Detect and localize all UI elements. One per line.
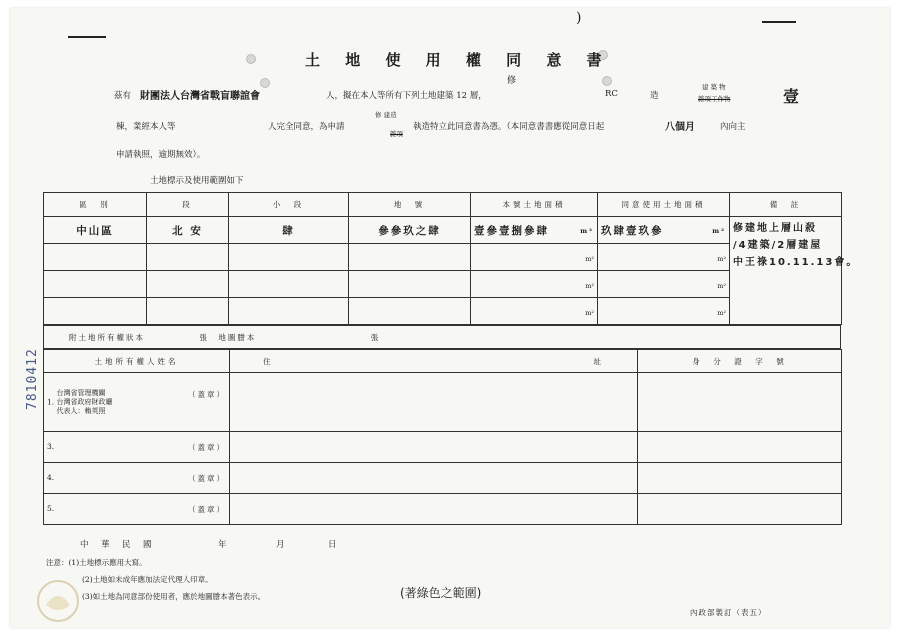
table-row [44,271,842,298]
building-type-top: 建 築 物 [702,83,726,91]
table-row [44,494,842,525]
address-cell [230,373,638,432]
cell-district [44,271,147,298]
owner-cell [44,373,230,432]
header-address [230,350,638,373]
note-3: (3)如土地為同意部份使用者，應於地圖謄本著色表示。 [82,592,266,601]
line2-annotation-top: 修 建造 [375,111,397,119]
area-value: 壹參壹捌參肆 [474,224,549,237]
area-unit: m² [585,309,594,317]
owner-number: 3. [47,441,55,451]
cell-lot [349,298,471,325]
used-area-unit: m² [717,255,726,263]
line2-annotation-bottom: 雜項 [390,130,403,138]
remark-line: 中王祿10.11.13會。 [733,257,859,268]
form-footer: 內政部製訂（表五） [690,608,767,617]
cell-lot [349,244,471,271]
note-2: (2)土地如未成年應加法定代理人印章。 [82,575,213,584]
id-cell [638,373,842,432]
cell-area [471,271,598,298]
top-right-mark [762,21,796,23]
document-page [10,8,890,628]
id-cell [638,494,842,525]
preamble-line2-after: 執造特立此同意書為憑。（本同意書書應從同意日起 [413,122,605,132]
punch-hole [260,78,270,88]
date-month: 月 [276,540,285,550]
owner-cell [44,432,230,463]
cell-district: 中山區 [44,217,147,244]
owner-cell [44,494,230,525]
cell-lot [349,271,471,298]
document-title: 土 地 使 用 權 同 意 書 [305,51,612,69]
seal-label: （蓋章） [188,504,226,514]
date-day: 日 [328,540,337,550]
attachments-map-count: 張 [370,332,381,342]
side-stamp-number: 7810412 [25,348,40,410]
cell-subsection [229,244,349,271]
header-subsection: 小 段 [229,193,349,217]
structure-suffix: 造 [650,91,659,101]
owner-number: 5. [47,503,55,513]
attachments-map-label: 張 地圖謄本 [199,332,257,342]
note-1: 注意：(1)土地標示應用大寫。 [46,558,147,567]
cell-used-area [598,271,730,298]
applicant-name: 財團法人台灣省戰盲聯誼會 [140,91,260,102]
owner-table [43,349,842,525]
owner-number: 1. [47,397,55,406]
cell-district [44,244,147,271]
date-era: 中 華 民 國 [80,540,154,550]
table-row [44,217,842,244]
preamble-prefix: 茲有 [114,91,132,101]
header-lot: 地 號 [349,193,471,217]
area-unit: m² [585,282,594,290]
attachments-label: 附土地所有權狀本 [69,332,145,342]
owner-line: 台灣省管理機關 [56,388,106,397]
land-table [43,192,859,325]
cell-district [44,298,147,325]
owner-name-block [57,389,113,416]
address-cell [230,463,638,494]
validity-period: 八個月 [665,122,695,133]
remark-line: /4建築/2層建屋 [733,240,823,251]
preamble-line3: 申請執照，逾期無效）。 [116,150,206,160]
owner-cell [44,463,230,494]
preamble-line2-end: 內向主 [720,122,746,132]
preamble-line2-start: 棟，業經本人等 [116,122,176,132]
area-unit: m² [580,226,594,235]
floors-annotation: 修 [507,76,517,86]
date-year: 年 [218,540,227,550]
cell-section [147,244,229,271]
notes-handwritten: (著綠色之範圍) [400,586,482,600]
cell-area [471,244,598,271]
address-left-char: 住 [263,356,274,366]
table-row [44,373,842,432]
remark-line: 修建地上層山殺 [733,223,817,234]
used-area-unit: m² [712,226,726,235]
header-used-area: 同意使用土地面積 [598,193,730,217]
cell-used-area [598,298,730,325]
id-cell [638,463,842,494]
id-cell [638,432,842,463]
cell-area [471,298,598,325]
cell-subsection: 肆 [229,217,349,244]
cell-lot: 參參玖之肆 [349,217,471,244]
table-row [44,463,842,494]
cell-section [147,298,229,325]
owner-line: 代表人：賴英照 [56,406,106,415]
header-remarks: 備 註 [730,193,842,217]
building-type-bottom: 雜項工作物 [698,95,731,103]
attachments-row [44,326,841,349]
cell-area [471,217,598,244]
top-paren-mark: ) [576,10,582,26]
structure-type: RC [605,89,618,99]
preamble-line1: 人，擬在本人等所有下列土地建築 12 層， [326,91,487,101]
cell-subsection [229,271,349,298]
seal-label: （蓋章） [188,473,226,483]
table-row [44,244,842,271]
watermark-logo-icon [36,579,80,623]
used-area-unit: m² [717,309,726,317]
address-cell [230,432,638,463]
address-right-char: 址 [593,356,604,366]
seal-label: （蓋章） [188,389,226,399]
header-id-number: 身 分 證 字 號 [638,350,842,373]
table-row [44,298,842,325]
seal-label: （蓋章） [188,442,226,452]
owner-number: 4. [47,472,55,482]
cell-section: 北 安 [147,217,229,244]
cell-subsection [229,298,349,325]
header-area: 本號土地面積 [471,193,598,217]
punch-hole [602,76,612,86]
punch-hole [246,54,256,64]
area-unit: m² [585,255,594,263]
header-owner-name: 土地所有權人姓名 [44,350,230,373]
cell-used-area [598,217,730,244]
cell-section [147,271,229,298]
used-area-unit: m² [717,282,726,290]
preamble-line2-mid: 人完全同意，為申請 [268,122,345,132]
building-count: 壹 [783,87,800,106]
address-cell [230,494,638,525]
owner-line: 台灣省政府財政廳 [56,397,113,406]
cell-used-area [598,244,730,271]
cell-remarks [730,217,859,325]
header-section: 段 [147,193,229,217]
table-row [44,432,842,463]
used-area-value: 玖肆壹玖參 [601,224,664,237]
attachments-table [43,325,841,349]
preamble-line4: 土地標示及使用範圍如下 [150,176,244,186]
top-left-mark [68,36,106,38]
header-district: 區 別 [44,193,147,217]
